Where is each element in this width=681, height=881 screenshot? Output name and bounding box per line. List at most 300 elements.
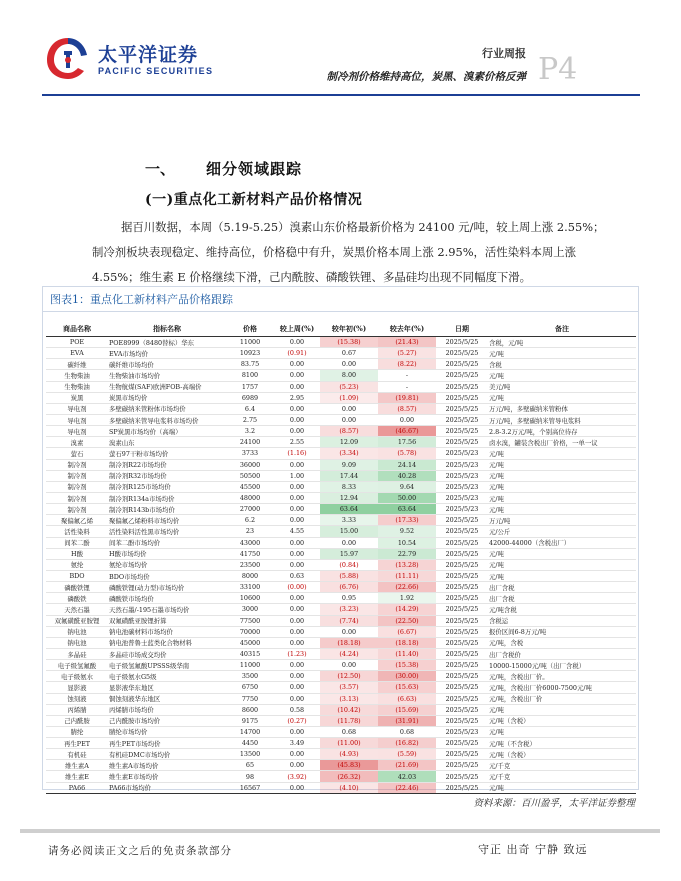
cell-yoy: (14.29) bbox=[378, 604, 436, 615]
cell-ytd: 0.67 bbox=[320, 348, 378, 359]
cell-ytd: 63.64 bbox=[320, 504, 378, 515]
cell-yoy: (19.81) bbox=[378, 392, 436, 403]
cell-price: 83.75 bbox=[226, 359, 274, 370]
section-number: 一、 bbox=[145, 160, 176, 178]
cell-indicator: 磷酸铁锂(动力型)市场均价 bbox=[108, 582, 226, 593]
cell-yoy: 40.28 bbox=[378, 470, 436, 481]
cell-indicator: 制冷剂R22市场均价 bbox=[108, 459, 226, 470]
cell-price: 3000 bbox=[226, 604, 274, 615]
table-row bbox=[46, 570, 636, 581]
cell-yoy: - bbox=[378, 370, 436, 381]
cell-wow: 2.55 bbox=[274, 437, 320, 448]
cell-indicator: 电子级氢氟酸UPSSS级华南 bbox=[108, 660, 226, 671]
cell-date: 2025/5/25 bbox=[436, 604, 488, 615]
column-header: 较去年(%) bbox=[378, 321, 436, 337]
cell-product: EVA bbox=[46, 348, 108, 359]
cell-wow: (0.00) bbox=[274, 582, 320, 593]
cell-price: 70000 bbox=[226, 626, 274, 637]
cell-price: 8100 bbox=[226, 370, 274, 381]
table-row bbox=[46, 626, 636, 637]
cell-product: 生物柴油 bbox=[46, 381, 108, 392]
table-row bbox=[46, 481, 636, 492]
cell-product: 双氟磺酰亚胺锂 bbox=[46, 615, 108, 626]
cell-price: 23500 bbox=[226, 559, 274, 570]
cell-date: 2025/5/25 bbox=[436, 749, 488, 760]
cell-wow: 0.00 bbox=[274, 660, 320, 671]
cell-wow: 0.00 bbox=[274, 604, 320, 615]
cell-note: 万元/吨，多壁碳纳米管导电浆料 bbox=[488, 414, 636, 425]
cell-ytd: (6.76) bbox=[320, 582, 378, 593]
cell-product: 氨纶 bbox=[46, 559, 108, 570]
table-row bbox=[46, 693, 636, 704]
table-row bbox=[46, 559, 636, 570]
cell-date: 2025/5/25 bbox=[436, 403, 488, 414]
cell-yoy: (18.18) bbox=[378, 637, 436, 648]
cell-ytd: (15.38) bbox=[320, 337, 378, 348]
cell-date: 2025/5/25 bbox=[436, 381, 488, 392]
table-row bbox=[46, 414, 636, 425]
figure-caption: 图表1：重点化工新材料产品价格跟踪 bbox=[50, 293, 233, 306]
cell-yoy: (22.66) bbox=[378, 582, 436, 593]
cell-product: 蚀刻液 bbox=[46, 693, 108, 704]
table-row bbox=[46, 403, 636, 414]
cell-ytd: (18.18) bbox=[320, 637, 378, 648]
cell-note: 元/吨（含税） bbox=[488, 749, 636, 760]
cell-indicator: BDO市场均价 bbox=[108, 570, 226, 581]
table-row bbox=[46, 370, 636, 381]
cell-date: 2025/5/25 bbox=[436, 414, 488, 425]
cell-note: 万元/吨，多壁碳纳米管粉体 bbox=[488, 403, 636, 414]
table-row bbox=[46, 704, 636, 715]
cell-wow: 0.00 bbox=[274, 515, 320, 526]
section-title: 细分领域跟踪 bbox=[206, 160, 303, 178]
cell-indicator: 多壁碳纳米管粉体市场均价 bbox=[108, 403, 226, 414]
cell-note: 元/吨 bbox=[488, 470, 636, 481]
cell-note: 元/吨（不含税） bbox=[488, 738, 636, 749]
cell-indicator: 炭黑市场均价 bbox=[108, 392, 226, 403]
cell-date: 2025/5/25 bbox=[436, 582, 488, 593]
cell-price: 8000 bbox=[226, 570, 274, 581]
table-row bbox=[46, 726, 636, 737]
cell-indicator: 萤石97干粉市场均价 bbox=[108, 448, 226, 459]
table-row bbox=[46, 782, 636, 793]
cell-indicator: H酸市场均价 bbox=[108, 548, 226, 559]
table-row bbox=[46, 448, 636, 459]
table-row bbox=[46, 426, 636, 437]
column-header: 商品名称 bbox=[46, 321, 108, 337]
cell-price: 10923 bbox=[226, 348, 274, 359]
cell-price: 45500 bbox=[226, 481, 274, 492]
cell-note: 元/吨 bbox=[488, 559, 636, 570]
cell-product: 腈纶 bbox=[46, 726, 108, 737]
cell-wow: 0.00 bbox=[274, 403, 320, 414]
cell-date: 2025/5/23 bbox=[436, 481, 488, 492]
cell-note: 含税，元/吨 bbox=[488, 337, 636, 348]
table-row bbox=[46, 760, 636, 771]
cell-product: 磷酸铁 bbox=[46, 593, 108, 604]
page-number: P4 bbox=[538, 52, 578, 87]
cell-date: 2025/5/25 bbox=[436, 437, 488, 448]
cell-product: 电子级氢氟酸 bbox=[46, 660, 108, 671]
cell-yoy: (46.67) bbox=[378, 426, 436, 437]
cell-product: 有机硅 bbox=[46, 749, 108, 760]
table-row bbox=[46, 749, 636, 760]
cell-wow: 0.00 bbox=[274, 492, 320, 503]
cell-wow: 0.63 bbox=[274, 570, 320, 581]
cell-date: 2025/5/23 bbox=[436, 448, 488, 459]
cell-price: 40315 bbox=[226, 648, 274, 659]
cell-ytd: 17.44 bbox=[320, 470, 378, 481]
cell-indicator: 间苯二酚市场均价 bbox=[108, 537, 226, 548]
cell-wow: 0.00 bbox=[274, 548, 320, 559]
cell-date: 2025/5/25 bbox=[436, 337, 488, 348]
cell-wow: 0.58 bbox=[274, 704, 320, 715]
cell-ytd: 0.00 bbox=[320, 403, 378, 414]
cell-price: 8600 bbox=[226, 704, 274, 715]
cell-ytd: (3.57) bbox=[320, 682, 378, 693]
cell-yoy: (5.78) bbox=[378, 448, 436, 459]
paragraph-line: 制冷剂板块表现稳定、维持高位，价格稳中有升，炭黑价格本周上涨 2.95%，活性染料本周上涨 bbox=[92, 245, 577, 259]
cell-indicator: EVA市场均价 bbox=[108, 348, 226, 359]
footer-divider bbox=[20, 829, 660, 833]
cell-product: 制冷剂 bbox=[46, 459, 108, 470]
table-row bbox=[46, 582, 636, 593]
header-divider bbox=[42, 94, 640, 96]
paragraph-line: 4.55%；维生素 E 价格继续下滑，己内酰胺、磷酸铁锂、多晶硅均出现不同幅度下滑。 bbox=[92, 270, 532, 284]
cell-product: 导电剂 bbox=[46, 403, 108, 414]
cell-note: 元/吨 bbox=[488, 348, 636, 359]
subsection-title: (一)重点化工新材料产品价格情况 bbox=[145, 192, 363, 208]
cell-price: 33100 bbox=[226, 582, 274, 593]
cell-indicator: 双氟磺酰亚胺锂折算 bbox=[108, 615, 226, 626]
cell-ytd: (5.88) bbox=[320, 570, 378, 581]
table-row bbox=[46, 648, 636, 659]
column-header: 指标名称 bbox=[108, 321, 226, 337]
cell-ytd: 9.09 bbox=[320, 459, 378, 470]
summary-paragraph bbox=[92, 215, 640, 290]
cell-wow: 0.00 bbox=[274, 626, 320, 637]
cell-ytd: 0.00 bbox=[320, 626, 378, 637]
cell-indicator: 丙烯腈市场均价 bbox=[108, 704, 226, 715]
cell-ytd: (4.10) bbox=[320, 782, 378, 793]
cell-product: 钠电池 bbox=[46, 637, 108, 648]
column-header: 价格 bbox=[226, 321, 274, 337]
cell-ytd: 3.33 bbox=[320, 515, 378, 526]
cell-yoy: (11.11) bbox=[378, 570, 436, 581]
cell-date: 2025/5/23 bbox=[436, 504, 488, 515]
cell-price: 48000 bbox=[226, 492, 274, 503]
cell-date: 2025/5/25 bbox=[436, 637, 488, 648]
cell-date: 2025/5/25 bbox=[436, 370, 488, 381]
cell-date: 2025/5/25 bbox=[436, 348, 488, 359]
cell-note: 元/吨 bbox=[488, 459, 636, 470]
cell-price: 9175 bbox=[226, 715, 274, 726]
cell-yoy: (15.38) bbox=[378, 660, 436, 671]
cell-date: 2025/5/25 bbox=[436, 715, 488, 726]
cell-ytd: (5.23) bbox=[320, 381, 378, 392]
cell-product: 制冷剂 bbox=[46, 481, 108, 492]
cell-note: 元/千克 bbox=[488, 771, 636, 782]
pacific-securities-logo-icon bbox=[44, 35, 92, 81]
cell-price: 6.2 bbox=[226, 515, 274, 526]
cell-note: 元/吨 bbox=[488, 570, 636, 581]
cell-date: 2025/5/25 bbox=[436, 782, 488, 793]
cell-yoy: 63.64 bbox=[378, 504, 436, 515]
cell-product: 炭黑 bbox=[46, 392, 108, 403]
cell-price: 3733 bbox=[226, 448, 274, 459]
cell-price: 3.2 bbox=[226, 426, 274, 437]
cell-date: 2025/5/23 bbox=[436, 470, 488, 481]
cell-ytd: 0.00 bbox=[320, 359, 378, 370]
cell-note: 元/吨，含税 bbox=[488, 637, 636, 648]
cell-wow: 0.00 bbox=[274, 459, 320, 470]
cell-price: 77500 bbox=[226, 615, 274, 626]
cell-wow: 0.00 bbox=[274, 615, 320, 626]
cell-product: 电子级氨水 bbox=[46, 671, 108, 682]
cell-indicator: 再生PET市场均价 bbox=[108, 738, 226, 749]
cell-note: 元/吨，含税出厂价6000-7500元/吨 bbox=[488, 682, 636, 693]
cell-indicator: 己内酰胺市场均价 bbox=[108, 715, 226, 726]
cell-indicator: 铜蚀刻液华东地区 bbox=[108, 693, 226, 704]
table-row bbox=[46, 437, 636, 448]
cell-note: 含税运 bbox=[488, 615, 636, 626]
cell-product: 间苯二酚 bbox=[46, 537, 108, 548]
cell-wow: 4.55 bbox=[274, 526, 320, 537]
cell-wow: 0.00 bbox=[274, 749, 320, 760]
cell-date: 2025/5/25 bbox=[436, 426, 488, 437]
cell-price: 10600 bbox=[226, 593, 274, 604]
cell-note: 元/吨 bbox=[488, 492, 636, 503]
cell-yoy: (16.82) bbox=[378, 738, 436, 749]
table-row bbox=[46, 492, 636, 503]
cell-indicator: 生物柴油市场均价 bbox=[108, 370, 226, 381]
cell-wow: 0.00 bbox=[274, 671, 320, 682]
cell-note: 元/吨 bbox=[488, 782, 636, 793]
cell-date: 2025/5/25 bbox=[436, 392, 488, 403]
cell-product: 再生PET bbox=[46, 738, 108, 749]
cell-yoy: (21.43) bbox=[378, 337, 436, 348]
cell-indicator: 氨纶市场均价 bbox=[108, 559, 226, 570]
cell-note: 42000-44000（含税出厂） bbox=[488, 537, 636, 548]
cell-note: 2.8-3.2万元/吨，个别高位待存 bbox=[488, 426, 636, 437]
cell-date: 2025/5/25 bbox=[436, 570, 488, 581]
cell-product: 维生素A bbox=[46, 760, 108, 771]
cell-price: 14700 bbox=[226, 726, 274, 737]
cell-price: 27000 bbox=[226, 504, 274, 515]
cell-date: 2025/5/23 bbox=[436, 726, 488, 737]
cell-date: 2025/5/23 bbox=[436, 492, 488, 503]
cell-note: 元/公斤 bbox=[488, 526, 636, 537]
cell-price: 6.4 bbox=[226, 403, 274, 414]
cell-product: 聚偏氟乙烯 bbox=[46, 515, 108, 526]
cell-indicator: 聚偏氟乙烯粉料市场均价 bbox=[108, 515, 226, 526]
cell-wow: (0.91) bbox=[274, 348, 320, 359]
cell-product: PA66 bbox=[46, 782, 108, 793]
cell-product: 碳纤维 bbox=[46, 359, 108, 370]
cell-price: 65 bbox=[226, 760, 274, 771]
cell-price: 13500 bbox=[226, 749, 274, 760]
cell-ytd: 12.94 bbox=[320, 492, 378, 503]
cell-note: 元/吨（含税） bbox=[488, 715, 636, 726]
cell-yoy: (30.00) bbox=[378, 671, 436, 682]
report-type: 行业周报 bbox=[482, 47, 526, 60]
cell-wow: (1.23) bbox=[274, 648, 320, 659]
cell-price: 4450 bbox=[226, 738, 274, 749]
cell-indicator: 磷酸铁市场均价 bbox=[108, 593, 226, 604]
cell-date: 2025/5/25 bbox=[436, 704, 488, 715]
cell-indicator: 制冷剂R134a市场均价 bbox=[108, 492, 226, 503]
cell-note: 出厂含税 bbox=[488, 593, 636, 604]
cell-price: 6989 bbox=[226, 392, 274, 403]
cell-product: 磷酸铁锂 bbox=[46, 582, 108, 593]
cell-wow: 0.00 bbox=[274, 481, 320, 492]
cell-price: 7750 bbox=[226, 693, 274, 704]
column-header: 备注 bbox=[488, 321, 636, 337]
cell-price: 11000 bbox=[226, 660, 274, 671]
cell-price: 16567 bbox=[226, 782, 274, 793]
cell-price: 6750 bbox=[226, 682, 274, 693]
table-row bbox=[46, 715, 636, 726]
cell-wow: 0.00 bbox=[274, 760, 320, 771]
cell-product: 溴素 bbox=[46, 437, 108, 448]
cell-wow: 2.95 bbox=[274, 392, 320, 403]
cell-product: 导电剂 bbox=[46, 426, 108, 437]
cell-indicator: 多壁碳纳米管导电浆料市场均价 bbox=[108, 414, 226, 425]
cell-yoy: (17.33) bbox=[378, 515, 436, 526]
cell-price: 43000 bbox=[226, 537, 274, 548]
cell-indicator: 钠电池普鲁士蓝类化合物材料 bbox=[108, 637, 226, 648]
column-header: 较上周(%) bbox=[274, 321, 320, 337]
table-row bbox=[46, 771, 636, 782]
cell-yoy: (6.67) bbox=[378, 626, 436, 637]
table-body bbox=[46, 337, 636, 794]
cell-wow: 3.49 bbox=[274, 738, 320, 749]
cell-ytd: 0.00 bbox=[320, 414, 378, 425]
cell-wow: 0.00 bbox=[274, 682, 320, 693]
cell-note: 元/吨 bbox=[488, 504, 636, 515]
cell-yoy: 50.00 bbox=[378, 492, 436, 503]
cell-wow: 0.00 bbox=[274, 637, 320, 648]
brand-name-en: PACIFIC SECURITIES bbox=[98, 66, 214, 76]
cell-date: 2025/5/25 bbox=[436, 693, 488, 704]
cell-wow: 0.00 bbox=[274, 370, 320, 381]
table-row bbox=[46, 337, 636, 348]
cell-note: 万元/吨 bbox=[488, 515, 636, 526]
cell-ytd: (11.78) bbox=[320, 715, 378, 726]
cell-ytd: 15.97 bbox=[320, 548, 378, 559]
cell-wow: 0.00 bbox=[274, 337, 320, 348]
cell-date: 2025/5/25 bbox=[436, 515, 488, 526]
cell-price: 36000 bbox=[226, 459, 274, 470]
cell-ytd: 0.00 bbox=[320, 537, 378, 548]
cell-product: POE bbox=[46, 337, 108, 348]
cell-price: 41750 bbox=[226, 548, 274, 559]
cell-product: 导电剂 bbox=[46, 414, 108, 425]
cell-ytd: (4.93) bbox=[320, 749, 378, 760]
cell-indicator: 电子级氨水G5级 bbox=[108, 671, 226, 682]
cell-product: 制冷剂 bbox=[46, 504, 108, 515]
cell-note: 元/吨含税 bbox=[488, 604, 636, 615]
cell-yoy: 9.64 bbox=[378, 481, 436, 492]
cell-date: 2025/5/25 bbox=[436, 648, 488, 659]
cell-date: 2025/5/25 bbox=[436, 359, 488, 370]
cell-note: 美元/吨 bbox=[488, 381, 636, 392]
cell-note: 含税 bbox=[488, 359, 636, 370]
cell-yoy: 0.00 bbox=[378, 414, 436, 425]
footer-motto: 守正 出奇 宁静 致远 bbox=[478, 843, 588, 856]
cell-note: 元/吨 bbox=[488, 370, 636, 381]
cell-wow: 0.00 bbox=[274, 414, 320, 425]
table-row bbox=[46, 459, 636, 470]
cell-ytd: 15.00 bbox=[320, 526, 378, 537]
cell-yoy: - bbox=[378, 381, 436, 392]
cell-yoy: (8.22) bbox=[378, 359, 436, 370]
cell-indicator: 维生素E市场均价 bbox=[108, 771, 226, 782]
cell-date: 2025/5/25 bbox=[436, 671, 488, 682]
cell-ytd: 0.00 bbox=[320, 660, 378, 671]
table-header-row bbox=[46, 321, 636, 337]
cell-price: 1757 bbox=[226, 381, 274, 392]
cell-note: 元/吨 bbox=[488, 448, 636, 459]
cell-yoy: (15.69) bbox=[378, 704, 436, 715]
cell-product: 萤石 bbox=[46, 448, 108, 459]
table-row bbox=[46, 537, 636, 548]
cell-date: 2025/5/25 bbox=[436, 738, 488, 749]
cell-ytd: (8.57) bbox=[320, 426, 378, 437]
cell-indicator: 溴素山东 bbox=[108, 437, 226, 448]
cell-wow: (1.16) bbox=[274, 448, 320, 459]
cell-wow: 0.00 bbox=[274, 782, 320, 793]
cell-indicator: 制冷剂R143b市场均价 bbox=[108, 504, 226, 515]
cell-note: 元/吨 bbox=[488, 726, 636, 737]
cell-product: 制冷剂 bbox=[46, 492, 108, 503]
cell-indicator: POE8999（8480替标）华东 bbox=[108, 337, 226, 348]
cell-ytd: (7.74) bbox=[320, 615, 378, 626]
cell-product: 己内酰胺 bbox=[46, 715, 108, 726]
table-row bbox=[46, 682, 636, 693]
cell-note: 元/吨 bbox=[488, 704, 636, 715]
table-row bbox=[46, 660, 636, 671]
cell-ytd: (3.23) bbox=[320, 604, 378, 615]
cell-indicator: 有机硅DMC市场均价 bbox=[108, 749, 226, 760]
cell-product: 活性染料 bbox=[46, 526, 108, 537]
cell-price: 45000 bbox=[226, 637, 274, 648]
cell-indicator: 碳纤维市场均价 bbox=[108, 359, 226, 370]
cell-wow: (3.92) bbox=[274, 771, 320, 782]
cell-price: 3500 bbox=[226, 671, 274, 682]
footer-disclaimer: 请务必阅读正文之后的免责条款部分 bbox=[48, 845, 232, 857]
table-row bbox=[46, 637, 636, 648]
cell-yoy: (11.40) bbox=[378, 648, 436, 659]
cell-date: 2025/5/25 bbox=[436, 548, 488, 559]
cell-wow: 0.00 bbox=[274, 359, 320, 370]
cell-wow: 0.00 bbox=[274, 693, 320, 704]
cell-wow: 0.00 bbox=[274, 726, 320, 737]
cell-ytd: (4.24) bbox=[320, 648, 378, 659]
cell-price: 50500 bbox=[226, 470, 274, 481]
cell-product: 显影液 bbox=[46, 682, 108, 693]
cell-price: 2.75 bbox=[226, 414, 274, 425]
cell-note: 报价区间6-8万元/吨 bbox=[488, 626, 636, 637]
table-row bbox=[46, 671, 636, 682]
cell-ytd: 12.09 bbox=[320, 437, 378, 448]
cell-wow: (0.27) bbox=[274, 715, 320, 726]
cell-ytd: (26.32) bbox=[320, 771, 378, 782]
cell-yoy: 1.92 bbox=[378, 593, 436, 604]
cell-indicator: 显影液华东地区 bbox=[108, 682, 226, 693]
cell-indicator: SP炭黑市场均价（高端） bbox=[108, 426, 226, 437]
cell-product: 生物柴油 bbox=[46, 370, 108, 381]
